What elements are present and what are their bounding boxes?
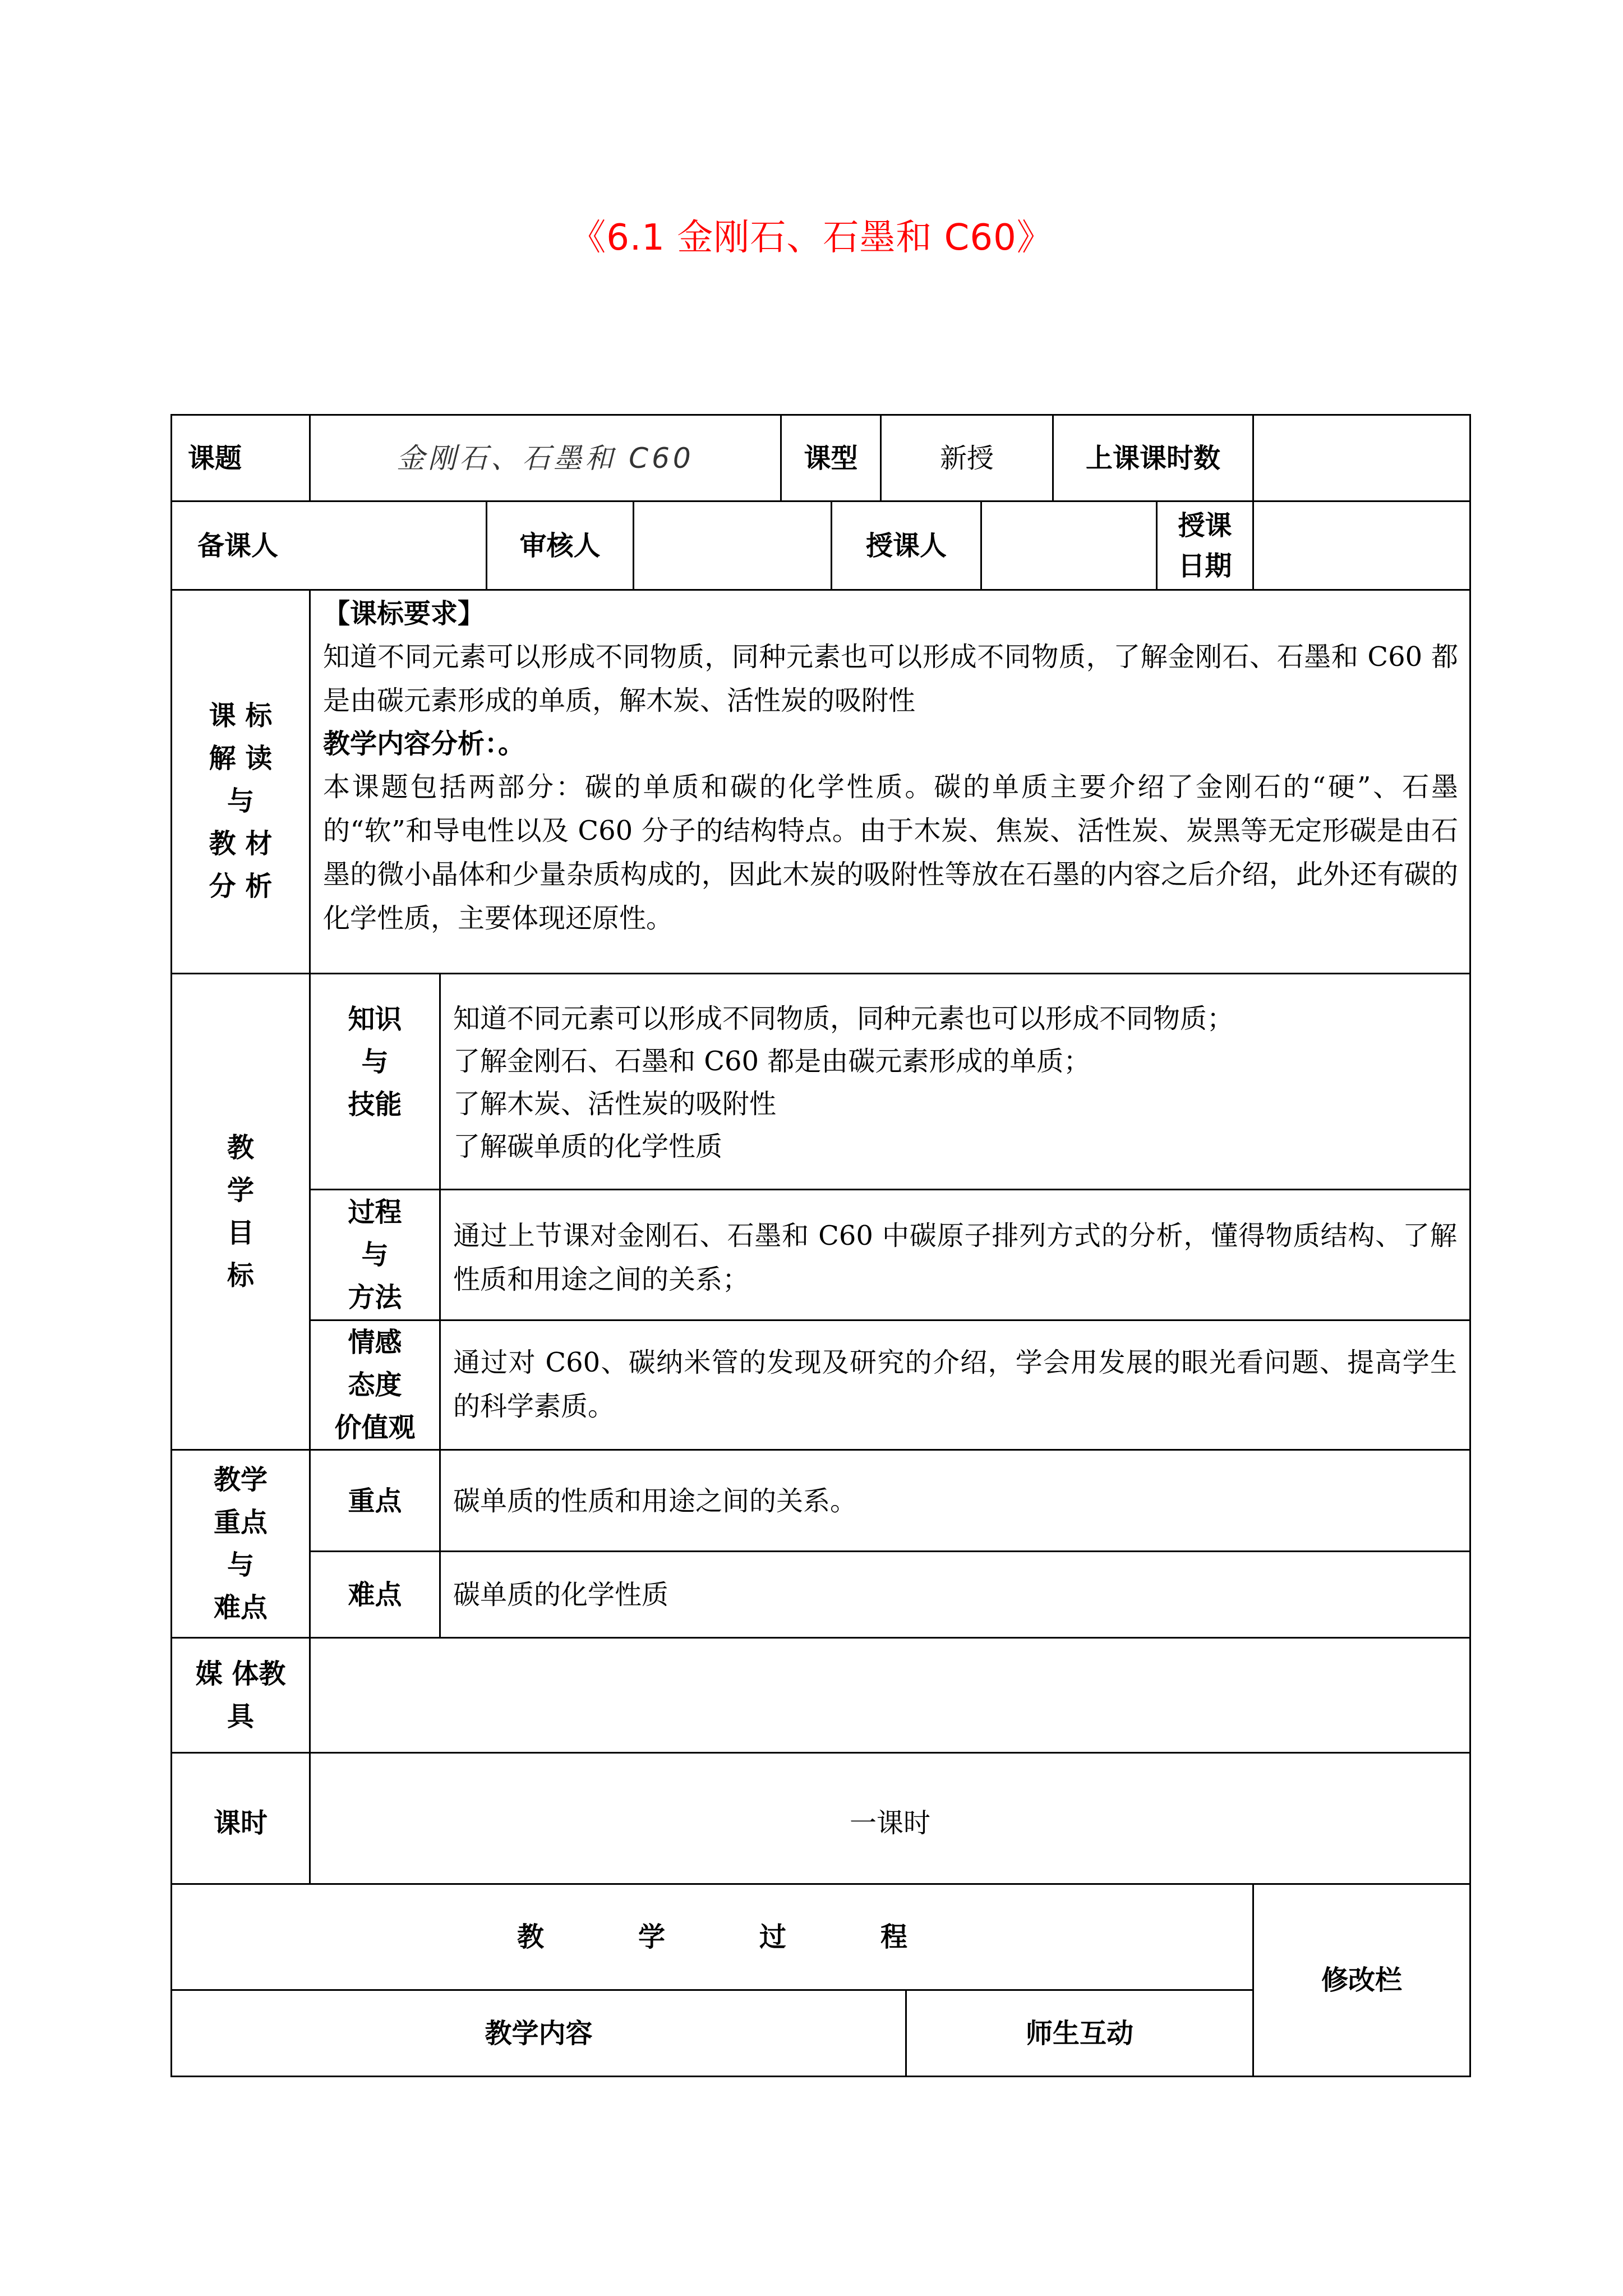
key-point-label: 重点: [348, 1485, 402, 1517]
teaching-process-title: 教 学 过 程: [517, 1921, 941, 1953]
teach-date-label: [1158, 502, 1252, 589]
revision-column-label: 修改栏: [1321, 1964, 1402, 1996]
key-point-text: 碳单质的性质和用途之间的关系。: [453, 1485, 857, 1517]
process-label: [311, 1190, 439, 1319]
keypoints-label-line: 教学: [213, 1464, 268, 1496]
objectives-label-line: 学: [227, 1175, 254, 1206]
emotion-label-line: 态度: [348, 1369, 402, 1401]
emotion-text: 通过对 C60、碳纳米管的发现及研究的介绍，学会用发展的眼光看问题、提高学生的科学素质。: [453, 1347, 1457, 1422]
knowledge-line: 知道不同元素可以形成不同物质，同种元素也可以形成不同物质；: [453, 1003, 1234, 1034]
reviewer-label: 审核人: [519, 530, 601, 562]
knowledge-content: [453, 997, 1457, 1168]
knowledge-label: [311, 974, 439, 1189]
emotion-label: [311, 1321, 439, 1449]
lesson-type-value: 新授: [939, 442, 994, 474]
content-text: 本课题包括两部分：碳的单质和碳的化学性质。碳的单质主要介绍了金刚石的“硬”、石墨的“软”和导电性以及 C60 分子的结构特点。由于木炭、焦炭、活性炭、炭黑等无定形碳是由石墨的微小晶体和少量杂质构成的，因此木炭的吸附性等放在石墨的内容之后介绍，此外还有碳的化学性质，主要体现还原性。: [323, 771, 1458, 934]
analysis-label-line: 分 析: [209, 871, 273, 902]
content-heading: 教学内容分析：。: [323, 728, 525, 760]
teacher-label: 授课人: [865, 530, 947, 562]
teach-date-label-line2: 日期: [1178, 550, 1232, 582]
standard-text: 知道不同元素可以形成不同物质，同种元素也可以形成不同物质，了解金刚石、石墨和 C60 都是由碳元素形成的单质，解木炭、活性炭的吸附性: [323, 641, 1458, 716]
class-hours-value: [1254, 416, 1469, 500]
media-label-line: 具: [227, 1701, 254, 1732]
period-value: 一课时: [849, 1807, 930, 1839]
process-label-line: 方法: [348, 1282, 402, 1313]
topic-value: 金刚石、石墨和 C60: [396, 441, 694, 475]
difficult-point-text: 碳单质的化学性质: [453, 1579, 669, 1611]
teaching-content-header: 教学内容: [485, 2017, 593, 2049]
analysis-label-line: 课 标: [209, 700, 273, 731]
knowledge-line: 了解碳单质的化学性质: [453, 1131, 723, 1162]
keypoints-label-line: 与: [227, 1549, 254, 1581]
knowledge-line: 了解金刚石、石墨和 C60 都是由碳元素形成的单质；: [453, 1046, 1091, 1077]
interaction-header: 师生互动: [1025, 2017, 1133, 2049]
keypoints-label-line: 重点: [213, 1507, 268, 1538]
process-text: 通过上节课对金刚石、石墨和 C60 中碳原子排列方式的分析，懂得物质结构、了解性质和用途之间的关系；: [453, 1220, 1457, 1295]
knowledge-label-line: 与: [361, 1046, 389, 1078]
objectives-label-line: 教: [227, 1132, 254, 1163]
objectives-label-line: 标: [227, 1260, 254, 1291]
difficult-point-label: 难点: [348, 1579, 402, 1611]
objectives-label-line: 目: [227, 1217, 254, 1249]
class-hours-label: 上课课时数: [1085, 442, 1220, 474]
analysis-label-line: 与: [227, 785, 254, 817]
media-label: [172, 1639, 309, 1752]
topic-label: 课题: [188, 442, 242, 474]
standard-heading: 【课标要求】: [323, 598, 485, 629]
emotion-label-line: 价值观: [334, 1412, 416, 1443]
page-title: 《6.1 金刚石、石墨和 C60》: [570, 217, 1053, 259]
analysis-label: [172, 591, 309, 927]
objectives-label: [172, 974, 309, 1449]
knowledge-label-line: 知识: [348, 1004, 402, 1035]
keypoints-label: [172, 1451, 309, 1637]
process-label-line: 过程: [348, 1197, 402, 1228]
analysis-label-line: 解 读: [209, 743, 273, 774]
knowledge-line: 了解木炭、活性炭的吸附性: [453, 1088, 777, 1120]
knowledge-label-line: 技能: [348, 1089, 402, 1120]
period-label: 课时: [213, 1807, 268, 1839]
analysis-content: [323, 592, 1458, 940]
emotion-label-line: 情感: [348, 1327, 402, 1358]
teach-date-label-line1: 授课: [1178, 509, 1232, 541]
lesson-type-label: 课型: [804, 442, 858, 474]
process-label-line: 与: [361, 1239, 389, 1271]
media-label-line: 媒 体教: [195, 1658, 286, 1690]
preparer-label: 备课人: [197, 530, 279, 562]
analysis-label-line: 教 材: [209, 828, 273, 859]
keypoints-label-line: 难点: [213, 1592, 268, 1623]
